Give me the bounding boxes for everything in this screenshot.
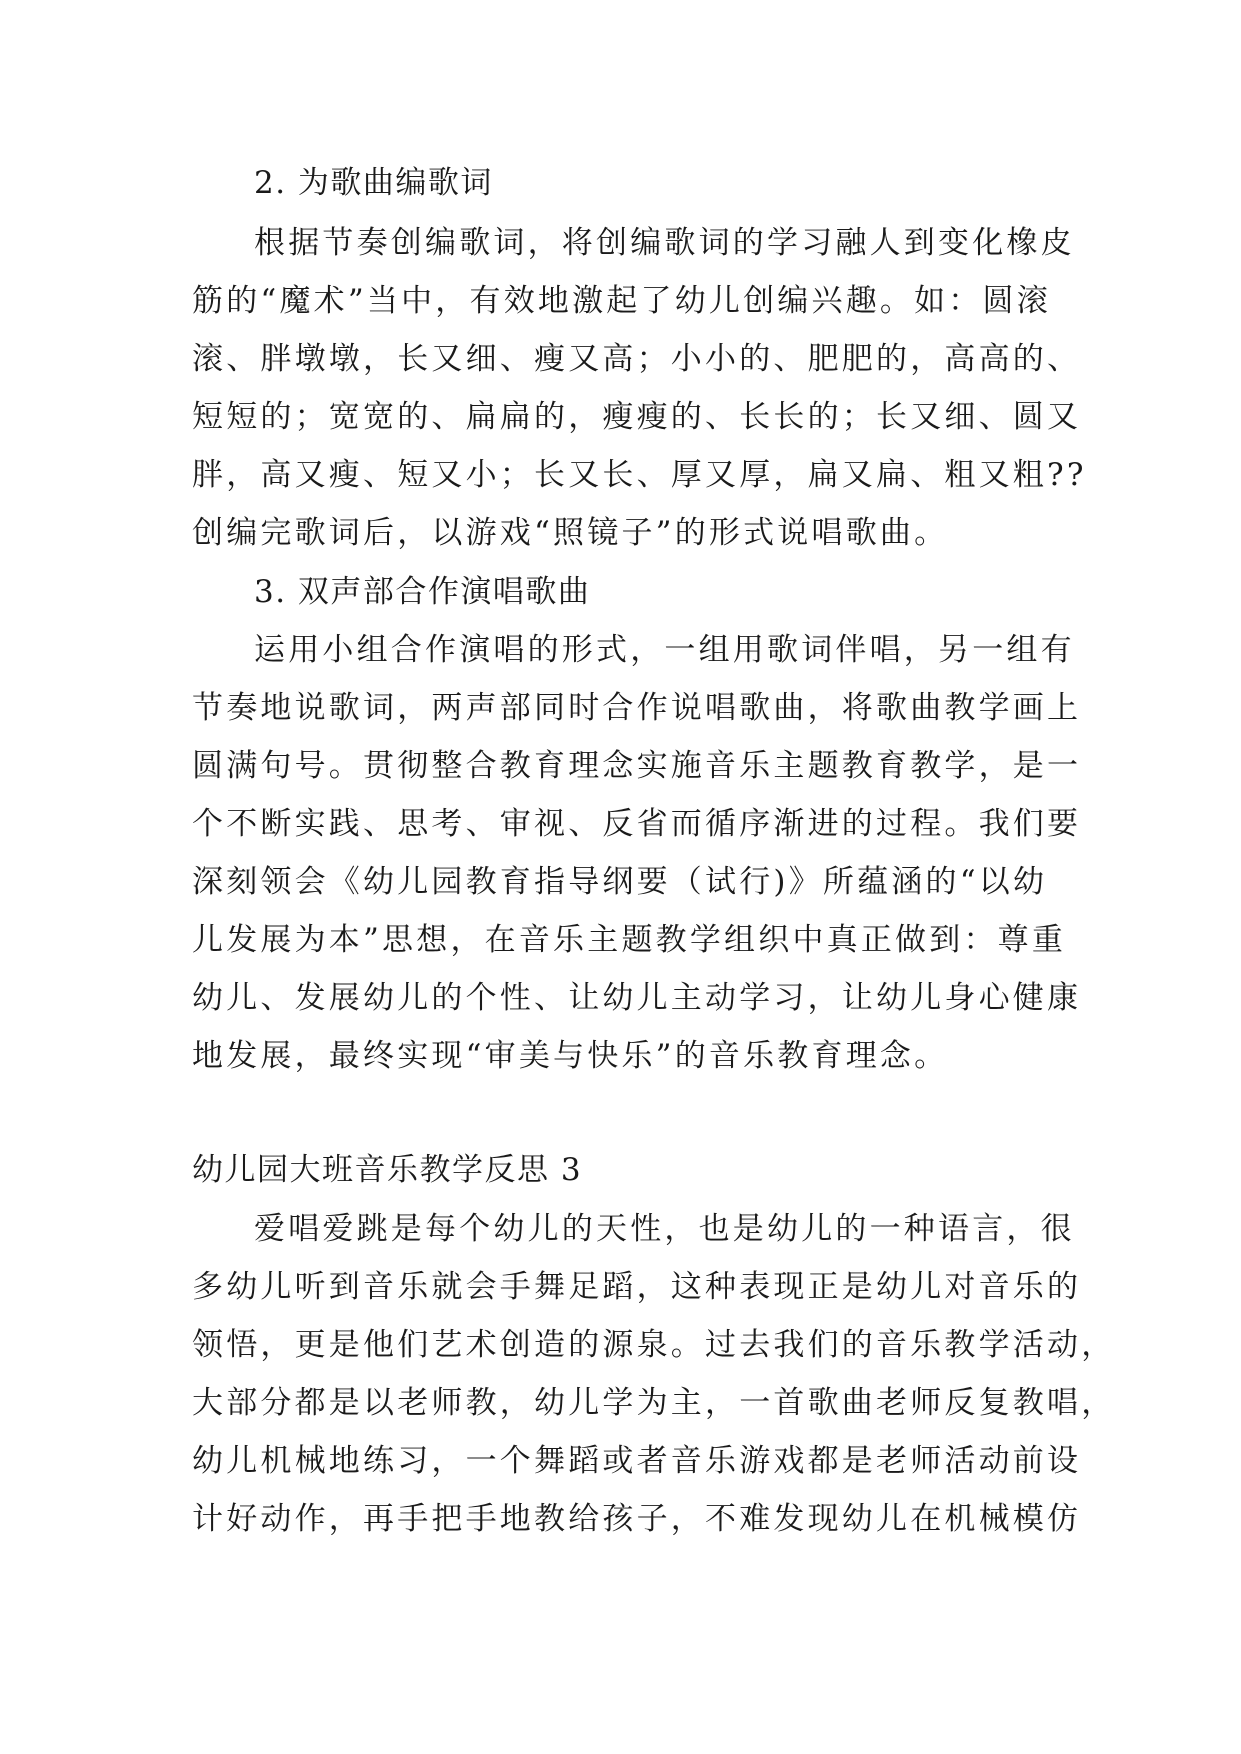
paragraph-line: 大部分都是以老师教，幼儿学为主，一首歌曲老师反复教唱， <box>192 1385 1116 1421</box>
subheading-2: 2. 为歌曲编歌词 <box>254 165 493 201</box>
paragraph-line: 节奏地说歌词，两声部同时合作说唱歌曲，将歌曲教学画上 <box>192 690 1082 726</box>
paragraph-line: 深刻领会《幼儿园教育指导纲要（试行)》所蕴涵的“以幼 <box>192 864 1048 900</box>
paragraph-line: 胖，高又瘦、短又小；长又长、厚又厚，扁又扁、粗又粗?? <box>192 457 1087 493</box>
paragraph-line: 幼儿机械地练习，一个舞蹈或者音乐游戏都是老师活动前设 <box>192 1443 1082 1479</box>
paragraph-line: 运用小组合作演唱的形式，一组用歌词伴唱，另一组有 <box>254 632 1075 668</box>
paragraph-line: 短短的；宽宽的、扁扁的，瘦瘦的、长长的；长又细、圆又 <box>192 399 1082 435</box>
paragraph-line: 筋的“魔术”当中，有效地激起了幼儿创编兴趣。如：圆滚 <box>192 283 1051 319</box>
paragraph-line: 幼儿、发展幼儿的个性、让幼儿主动学习，让幼儿身心健康 <box>192 980 1082 1016</box>
paragraph-line: 创编完歌词后，以游戏“照镜子”的形式说唱歌曲。 <box>192 515 949 551</box>
section-title: 幼儿园大班音乐教学反思 3 <box>192 1152 583 1188</box>
paragraph-line: 儿发展为本”思想，在音乐主题教学组织中真正做到：尊重 <box>192 922 1067 958</box>
subheading-3: 3. 双声部合作演唱歌曲 <box>254 574 591 610</box>
paragraph-line: 地发展，最终实现“审美与快乐”的音乐教育理念。 <box>192 1038 949 1074</box>
paragraph-line: 领悟，更是他们艺术创造的源泉。过去我们的音乐教学活动， <box>192 1327 1116 1363</box>
paragraph-line: 圆满句号。贯彻整合教育理念实施音乐主题教育教学，是一 <box>192 748 1082 784</box>
paragraph-line: 计好动作，再手把手地教给孩子，不难发现幼儿在机械模仿 <box>192 1501 1082 1537</box>
paragraph-line: 滚、胖墩墩，长又细、瘦又高；小小的、肥肥的，高高的、 <box>192 341 1082 377</box>
paragraph-line: 爱唱爱跳是每个幼儿的天性，也是幼儿的一种语言，很 <box>254 1211 1075 1247</box>
paragraph-line: 多幼儿听到音乐就会手舞足蹈，这种表现正是幼儿对音乐的 <box>192 1269 1082 1305</box>
paragraph-line: 个不断实践、思考、审视、反省而循序渐进的过程。我们要 <box>192 806 1082 842</box>
paragraph-line: 根据节奏创编歌词，将创编歌词的学习融人到变化橡皮 <box>254 225 1075 261</box>
